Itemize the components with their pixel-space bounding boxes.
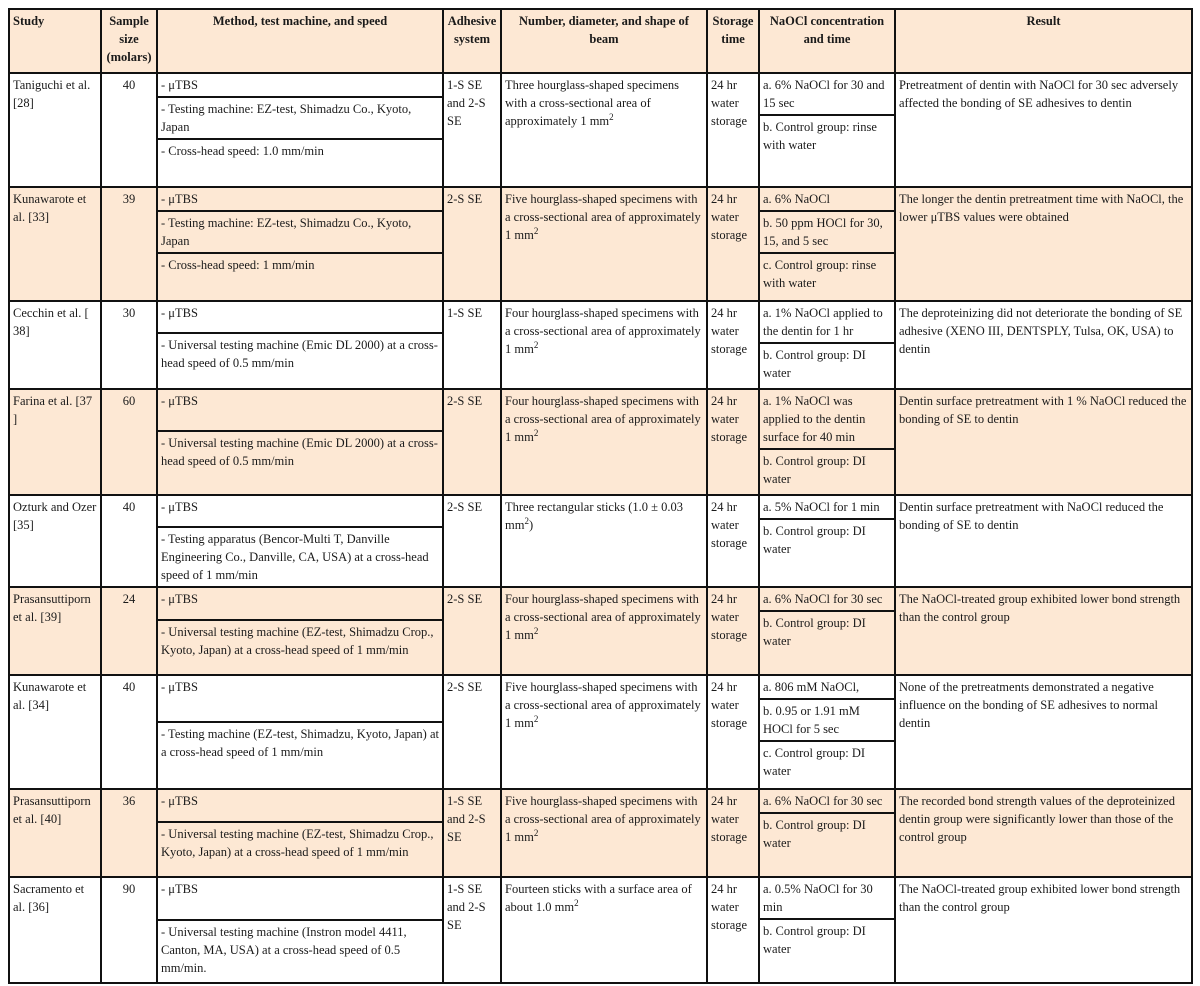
cell-study: Taniguchi et al. [28] xyxy=(9,73,101,187)
cell-result: The deproteinizing did not deteriorate the bonding of SE adhesive (XENO III, DENTSPLY, Tulsa, OK, USA) to dentin xyxy=(895,301,1192,389)
method-item: - Universal testing machine (Emic DL 2000) at a cross-head speed of 0.5 mm/min xyxy=(161,436,438,469)
header-row xyxy=(9,9,1192,73)
cell-method xyxy=(157,877,443,983)
method-item: - μTBS xyxy=(158,878,442,920)
studies-table xyxy=(8,8,1193,984)
cell-naocl xyxy=(759,301,895,389)
cell-study: Prasansuttiporn et al. [39] xyxy=(9,587,101,675)
cell-adhesive: 1-S SE and 2-S SE xyxy=(443,73,501,187)
cell-result: The NaOCl-treated group exhibited lower bond strength than the control group xyxy=(895,877,1192,983)
table-row xyxy=(9,675,1192,789)
method-item: - μTBS xyxy=(158,74,442,98)
cell-storage: 24 hr water storage xyxy=(707,587,759,675)
beam-superscript: 2 xyxy=(533,626,539,637)
naocl-item: b. 50 ppm HOCl for 30, 15, and 5 sec xyxy=(760,212,894,254)
header-naocl: NaOCl concentration and time xyxy=(759,9,895,73)
naocl-item: b. Control group: DI water xyxy=(763,524,866,556)
naocl-item: a. 6% NaOCl for 30 and 15 sec xyxy=(760,74,894,116)
cell-sample-size: 90 xyxy=(101,877,157,983)
naocl-item: a. 806 mM NaOCl, xyxy=(760,676,894,700)
cell-storage: 24 hr water storage xyxy=(707,495,759,587)
beam-superscript: 2 xyxy=(533,225,539,236)
naocl-item: a. 6% NaOCl xyxy=(760,188,894,212)
cell-naocl xyxy=(759,877,895,983)
cell-naocl xyxy=(759,73,895,187)
cell-study: Ozturk and Ozer [35] xyxy=(9,495,101,587)
naocl-item: c. Control group: rinse with water xyxy=(763,258,877,290)
cell-study: Sacramento et al. [36] xyxy=(9,877,101,983)
beam-text: Fourteen sticks with a surface area of about 1.0 mm xyxy=(505,882,692,915)
cell-method xyxy=(157,495,443,587)
cell-result: The recorded bond strength values of the deproteinized dentin group were significantly lower than those of the control group xyxy=(895,789,1192,877)
cell-sample-size: 40 xyxy=(101,675,157,789)
table-row xyxy=(9,187,1192,301)
naocl-item: c. Control group: DI water xyxy=(763,746,866,779)
cell-naocl xyxy=(759,789,895,877)
cell-beam xyxy=(501,495,707,587)
beam-text: Five hourglass-shaped specimens with a cross-sectional area of approximately 1 mm xyxy=(505,794,701,845)
method-item: - Universal testing machine (Emic DL 2000) at a cross-head speed of 0.5 mm/min xyxy=(161,338,438,371)
cell-beam xyxy=(501,675,707,789)
cell-method xyxy=(157,187,443,301)
cell-adhesive: 2-S SE xyxy=(443,675,501,789)
cell-method xyxy=(157,789,443,877)
cell-sample-size: 40 xyxy=(101,495,157,587)
beam-superscript: 2 xyxy=(533,714,539,725)
beam-superscript: 2 xyxy=(609,111,614,122)
cell-sample-size: 40 xyxy=(101,73,157,187)
naocl-item: b. Control group: rinse with water xyxy=(763,120,877,152)
naocl-item: a. 6% NaOCl for 30 sec xyxy=(760,790,894,814)
cell-beam xyxy=(501,301,707,389)
method-item: - Testing machine: EZ-test, Shimadzu Co., Kyoto, Japan xyxy=(158,212,442,254)
cell-sample-size: 24 xyxy=(101,587,157,675)
header-result: Result xyxy=(895,9,1192,73)
method-item: - μTBS xyxy=(158,390,442,432)
cell-result: Pretreatment of dentin with NaOCl for 30 sec adversely affected the bonding of SE adhesives to dentin xyxy=(895,73,1192,187)
cell-sample-size: 60 xyxy=(101,389,157,495)
beam-text-after: ) xyxy=(528,518,534,532)
cell-adhesive: 1-S SE and 2-S SE xyxy=(443,789,501,877)
beam-text: Four hourglass-shaped specimens with a cross-sectional area of approximately 1 mm xyxy=(505,592,701,643)
naocl-item: b. Control group: DI water xyxy=(763,616,866,649)
beam-text: Three hourglass-shaped specimens with a cross-sectional area of approximately 1 mm xyxy=(505,78,680,128)
cell-beam xyxy=(501,73,707,187)
cell-naocl xyxy=(759,495,895,587)
method-item: - μTBS xyxy=(158,496,442,528)
cell-naocl xyxy=(759,587,895,675)
beam-superscript: 2 xyxy=(533,427,539,438)
cell-adhesive: 1-S SE and 2-S SE xyxy=(443,877,501,983)
cell-result: The NaOCl-treated group exhibited lower bond strength than the control group xyxy=(895,587,1192,675)
cell-storage: 24 hr water storage xyxy=(707,73,759,187)
method-item: - Universal testing machine (EZ-test, Shimadzu Crop., Kyoto, Japan) at a cross-head speed of 1 mm/min xyxy=(161,624,434,657)
beam-superscript: 2 xyxy=(533,828,539,839)
beam-text: Four hourglass-shaped specimens with a cross-sectional area of approximately 1 mm xyxy=(505,394,701,444)
method-item: - μTBS xyxy=(158,588,442,620)
beam-superscript: 2 xyxy=(533,339,539,350)
header-storage: Storage time xyxy=(707,9,759,73)
cell-naocl xyxy=(759,389,895,495)
beam-text: Four hourglass-shaped specimens with a cross-sectional area of approximately 1 mm xyxy=(505,306,701,356)
table-row xyxy=(9,389,1192,495)
naocl-item: b. Control group: DI water xyxy=(763,818,866,851)
header-adhesive: Adhesive system xyxy=(443,9,501,73)
cell-study: Kunawarote et al. [34] xyxy=(9,675,101,789)
naocl-item: a. 6% NaOCl for 30 sec xyxy=(760,588,894,612)
cell-beam xyxy=(501,587,707,675)
table-row xyxy=(9,73,1192,187)
cell-naocl xyxy=(759,675,895,789)
naocl-item: b. Control group: DI water xyxy=(763,348,866,380)
cell-beam xyxy=(501,187,707,301)
method-item: - Universal testing machine (EZ-test, Shimadzu Crop., Kyoto, Japan) at a cross-head speed of 1 mm/min xyxy=(161,826,434,859)
beam-text: Three rectangular sticks (1.0 ± 0.03 mm xyxy=(505,500,683,532)
method-item: - μTBS xyxy=(158,790,442,822)
cell-sample-size: 36 xyxy=(101,789,157,877)
method-item: - μTBS xyxy=(158,188,442,212)
cell-result: None of the pretreatments demonstrated a negative influence on the bonding of SE adhesives to normal dentin xyxy=(895,675,1192,789)
table-row xyxy=(9,495,1192,587)
beam-superscript: 2 xyxy=(574,898,579,909)
header-method: Method, test machine, and speed xyxy=(157,9,443,73)
naocl-item: a. 0.5% NaOCl for 30 min xyxy=(760,878,894,920)
cell-naocl xyxy=(759,187,895,301)
method-item: - μTBS xyxy=(158,302,442,334)
method-item: - Universal testing machine (Instron model 4411, Canton, MA, USA) at a cross-head speed of 0.5 mm/min. xyxy=(161,924,407,975)
method-item: - Testing machine: EZ-test, Shimadzu Co., Kyoto, Japan xyxy=(158,98,442,140)
naocl-item: a. 1% NaOCl applied to the dentin for 1 hr xyxy=(760,302,894,344)
cell-beam xyxy=(501,877,707,983)
cell-method xyxy=(157,301,443,389)
cell-beam xyxy=(501,389,707,495)
cell-storage: 24 hr water storage xyxy=(707,389,759,495)
cell-method xyxy=(157,73,443,187)
cell-storage: 24 hr water storage xyxy=(707,187,759,301)
method-item: - Testing apparatus (Bencor-Multi T, Danville Engineering Co., Danville, CA, USA) at a cross-head speed of 1 mm/min xyxy=(161,532,429,583)
table-row xyxy=(9,877,1192,983)
cell-storage: 24 hr water storage xyxy=(707,675,759,789)
naocl-item: a. 1% NaOCl was applied to the dentin surface for 40 min xyxy=(760,390,894,450)
cell-storage: 24 hr water storage xyxy=(707,789,759,877)
naocl-item: b. Control group: DI water xyxy=(763,924,866,957)
cell-result: The longer the dentin pretreatment time with NaOCl, the lower μTBS values were obtained xyxy=(895,187,1192,301)
cell-study: Kunawarote et al. [33] xyxy=(9,187,101,301)
beam-superscript: 2 xyxy=(524,515,529,526)
cell-adhesive: 2-S SE xyxy=(443,587,501,675)
cell-adhesive: 2-S SE xyxy=(443,495,501,587)
cell-sample-size: 30 xyxy=(101,301,157,389)
cell-method xyxy=(157,675,443,789)
cell-study: Prasansuttiporn et al. [40] xyxy=(9,789,101,877)
header-sample-size: Sample size (molars) xyxy=(101,9,157,73)
cell-storage: 24 hr water storage xyxy=(707,301,759,389)
cell-beam xyxy=(501,789,707,877)
beam-text: Five hourglass-shaped specimens with a cross-sectional area of approximately 1 mm xyxy=(505,680,701,731)
table-row xyxy=(9,301,1192,389)
cell-study: Cecchin et al. [ 38] xyxy=(9,301,101,389)
cell-method xyxy=(157,587,443,675)
header-study: Study xyxy=(9,9,101,73)
naocl-item: b. Control group: DI water xyxy=(763,454,866,486)
naocl-item: a. 5% NaOCl for 1 min xyxy=(760,496,894,520)
cell-adhesive: 2-S SE xyxy=(443,187,501,301)
cell-result: Dentin surface pretreatment with NaOCl reduced the bonding of SE to dentin xyxy=(895,495,1192,587)
table-row xyxy=(9,587,1192,675)
cell-result: Dentin surface pretreatment with 1 % NaOCl reduced the bonding of SE to dentin xyxy=(895,389,1192,495)
cell-storage: 24 hr water storage xyxy=(707,877,759,983)
cell-sample-size: 39 xyxy=(101,187,157,301)
cell-adhesive: 1-S SE xyxy=(443,301,501,389)
cell-study: Farina et al. [37 ] xyxy=(9,389,101,495)
cell-method xyxy=(157,389,443,495)
cell-adhesive: 2-S SE xyxy=(443,389,501,495)
method-item: - μTBS xyxy=(158,676,442,723)
beam-text: Five hourglass-shaped specimens with a cross-sectional area of approximately 1 mm xyxy=(505,192,701,242)
method-item: - Cross-head speed: 1.0 mm/min xyxy=(161,144,324,158)
naocl-item: b. 0.95 or 1.91 mM HOCl for 5 sec xyxy=(760,700,894,742)
header-beam: Number, diameter, and shape of beam xyxy=(501,9,707,73)
table-row xyxy=(9,789,1192,877)
table-body xyxy=(9,73,1192,983)
method-item: - Testing machine (EZ-test, Shimadzu, Kyoto, Japan) at a cross-head speed of 1 mm/min xyxy=(161,727,439,760)
method-item: - Cross-head speed: 1 mm/min xyxy=(161,258,315,272)
